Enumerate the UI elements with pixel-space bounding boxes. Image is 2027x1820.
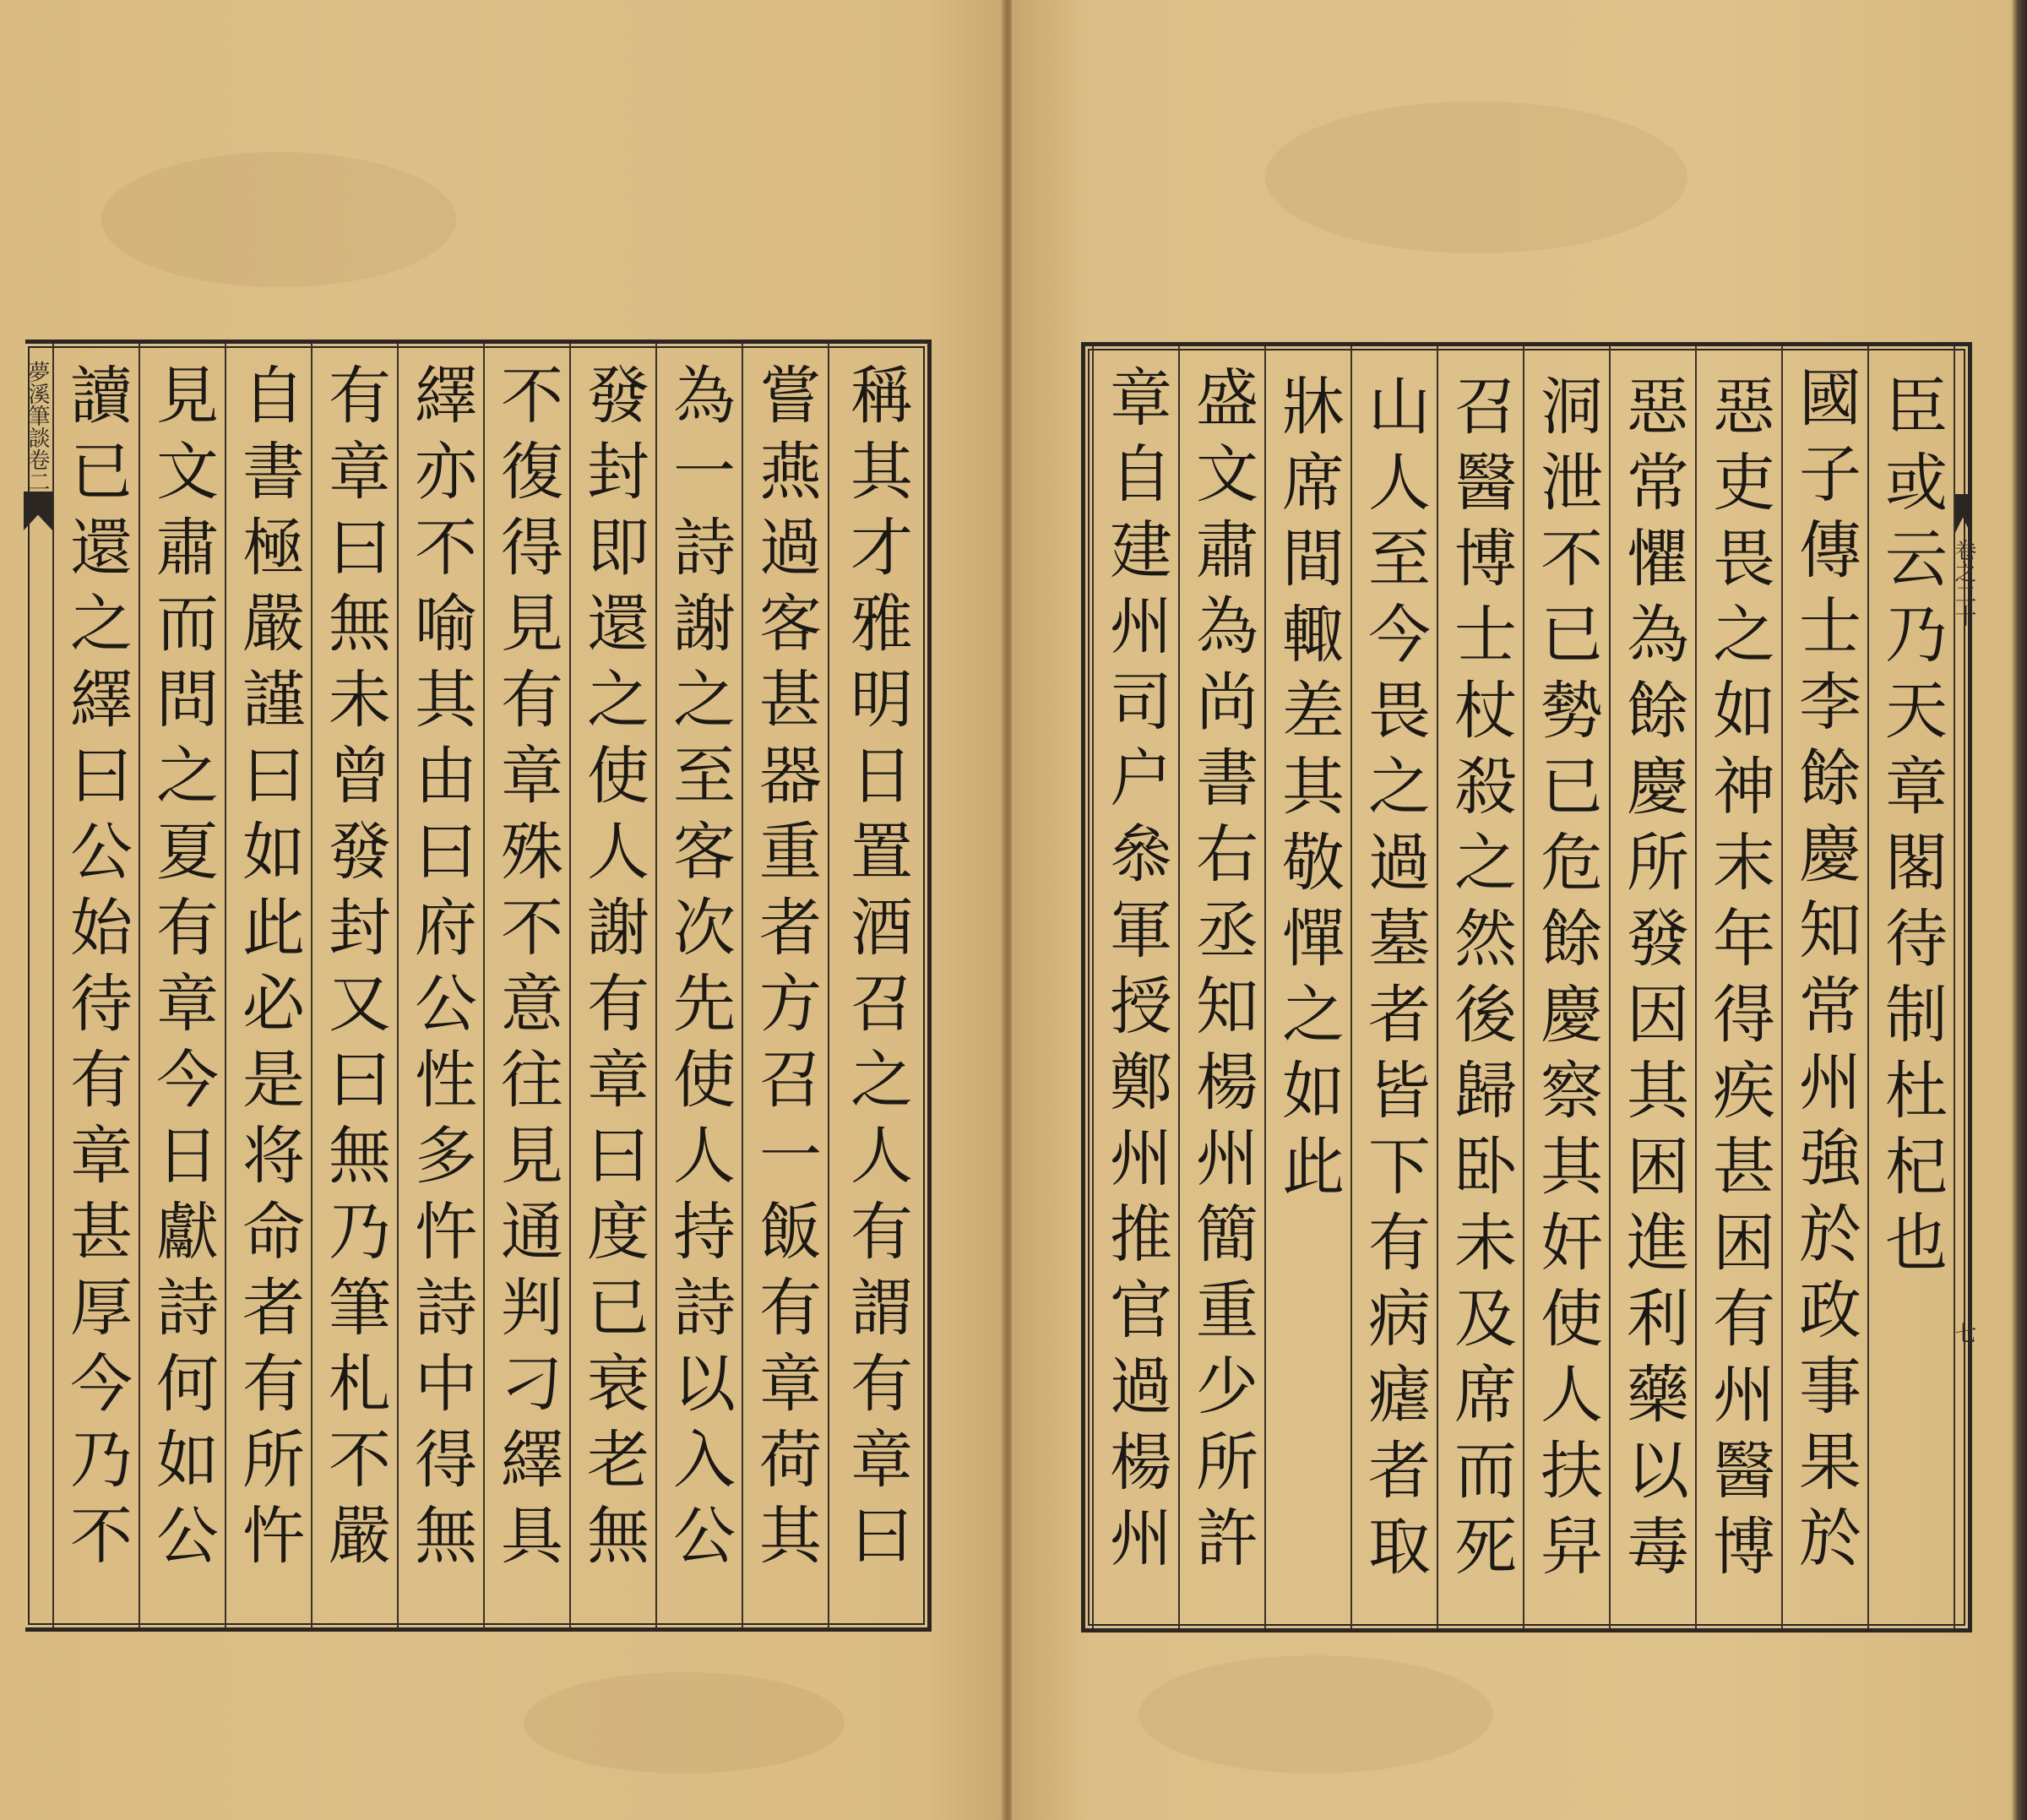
text-column — [1437, 346, 1523, 1628]
paper-stain — [524, 1672, 845, 1774]
text-column — [1178, 346, 1264, 1628]
text-column — [139, 344, 225, 1627]
column-text: 牀席間輙差其敬憚之如此 — [1272, 373, 1345, 1209]
text-column — [1695, 346, 1781, 1628]
book-edge — [2012, 0, 2027, 1820]
text-column — [1350, 346, 1437, 1628]
column-text: 臣或云乃天章閣待制杜杞也 — [1875, 373, 1948, 1285]
column-text: 洞泄不已勢已危餘慶察其奸使人扶舁 — [1530, 373, 1603, 1589]
left-fold-label: 夢溪筆談卷二十 — [24, 361, 50, 514]
column-text: 見文肅而問之夏有章今日獻詩何如公 — [146, 362, 219, 1578]
right-fold-label: 卷之二十 — [1951, 539, 1976, 627]
text-column — [1264, 346, 1350, 1628]
text-column — [225, 344, 311, 1627]
column-text: 召醫博士杖殺之然後歸卧未及席而死 — [1444, 373, 1517, 1589]
column-text: 惡吏畏之如神末年得疾甚困有州醫博 — [1703, 373, 1775, 1589]
text-column — [311, 344, 397, 1627]
text-column — [52, 344, 139, 1627]
text-column — [1867, 346, 1954, 1628]
column-text: 不復得見有章殊不意往見通判刁繹具 — [491, 362, 563, 1578]
column-text: 有章曰無未曾發封又曰無乃筆札不嚴 — [318, 362, 391, 1578]
text-column — [742, 344, 828, 1627]
column-text: 繹亦不喻其由曰府公性多忤詩中得無 — [405, 362, 477, 1578]
column-text: 盛文肅為尚書右丞知楊州簡重少所許 — [1186, 365, 1258, 1581]
left-printed-frame — [25, 340, 932, 1632]
column-text: 發封即還之使人謝有章曰度已衰老無 — [577, 362, 649, 1578]
paper-stain — [1265, 101, 1687, 253]
text-column — [397, 344, 483, 1627]
text-column — [1092, 346, 1178, 1628]
left-page — [0, 0, 1005, 1820]
column-text: 惡常懼為餘慶所發因其困進利藥以毒 — [1617, 373, 1689, 1589]
text-column — [655, 344, 742, 1627]
paper-stain — [101, 152, 456, 287]
column-text: 為一詩謝之至客次先使人持詩以入公 — [663, 362, 736, 1578]
left-fold-center-strip — [24, 344, 52, 1627]
column-text: 讀已還之繹曰公始待有章甚厚今乃不 — [60, 362, 133, 1578]
fishtail-mark — [1955, 494, 1970, 533]
text-column — [483, 344, 569, 1627]
text-column — [1781, 346, 1867, 1628]
right-fold-center-strip — [1951, 346, 1976, 1628]
column-text: 山人至今畏之過墓者皆下有病瘧者取 — [1358, 373, 1431, 1589]
column-text: 嘗燕過客甚器重者方召一飯有章荷其 — [749, 362, 822, 1578]
column-text: 稱其才雅明日置酒召之人有謂有章曰 — [840, 362, 913, 1578]
paper-stain — [1138, 1655, 1493, 1774]
text-column — [569, 344, 655, 1627]
text-column — [1609, 346, 1695, 1628]
column-text: 國子傳士李餘慶知常州強於政事果於 — [1789, 365, 1861, 1581]
text-column — [1523, 346, 1609, 1628]
column-text: 章自建州司户叅軍授鄭州推官過楊州 — [1100, 365, 1172, 1581]
right-printed-frame — [1081, 342, 1976, 1633]
column-text: 自書極嚴謹曰如此必是将命者有所忤 — [232, 362, 305, 1578]
text-column — [828, 344, 919, 1627]
right-fold-page-number: 七 — [1951, 1322, 1976, 1344]
